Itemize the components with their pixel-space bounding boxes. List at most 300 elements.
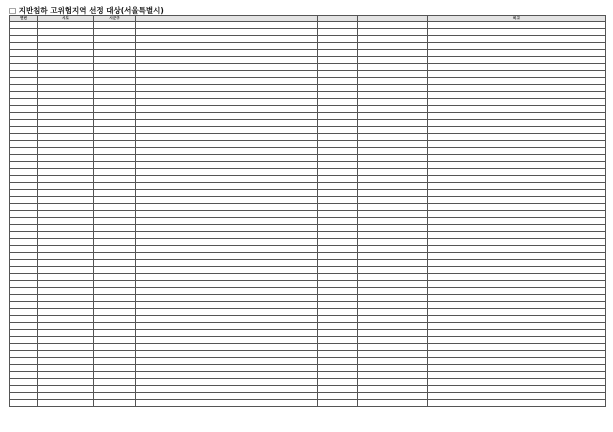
table-cell — [428, 316, 606, 323]
table-cell — [10, 99, 38, 106]
table-row — [10, 36, 606, 43]
table-cell — [38, 141, 94, 148]
table-cell — [38, 99, 94, 106]
table-cell — [318, 22, 358, 29]
table-cell — [358, 155, 428, 162]
table-cell — [358, 85, 428, 92]
table-cell — [10, 78, 38, 85]
table-cell — [358, 344, 428, 351]
table-cell — [428, 113, 606, 120]
table-cell — [136, 330, 318, 337]
table-cell — [318, 225, 358, 232]
table-cell — [38, 120, 94, 127]
table-cell — [10, 36, 38, 43]
table-cell — [136, 323, 318, 330]
table-cell — [10, 281, 38, 288]
table-cell — [38, 400, 94, 407]
table-cell — [428, 309, 606, 316]
table-cell — [358, 92, 428, 99]
table-cell — [358, 295, 428, 302]
table-cell — [10, 176, 38, 183]
table-row — [10, 190, 606, 197]
table-row — [10, 400, 606, 407]
table-cell — [358, 351, 428, 358]
table-row — [10, 351, 606, 358]
table-cell — [10, 302, 38, 309]
table-cell — [428, 120, 606, 127]
table-cell — [318, 316, 358, 323]
table-cell — [318, 190, 358, 197]
table-row — [10, 78, 606, 85]
table-cell — [10, 190, 38, 197]
table-cell — [318, 155, 358, 162]
table-cell — [38, 393, 94, 400]
table-cell — [10, 127, 38, 134]
table-row — [10, 141, 606, 148]
table-row — [10, 169, 606, 176]
table-cell — [38, 372, 94, 379]
table-cell — [94, 232, 136, 239]
table-cell — [10, 64, 38, 71]
header-cell: 비고 — [428, 16, 606, 22]
table-cell — [10, 372, 38, 379]
table-cell — [94, 50, 136, 57]
table-row — [10, 330, 606, 337]
table-cell — [358, 183, 428, 190]
table-cell — [358, 141, 428, 148]
table-cell — [10, 22, 38, 29]
table-cell — [136, 337, 318, 344]
table-cell — [136, 344, 318, 351]
table-cell — [10, 120, 38, 127]
table-cell — [10, 57, 38, 64]
table-cell — [38, 379, 94, 386]
table-cell — [136, 183, 318, 190]
table-cell — [136, 57, 318, 64]
table-row — [10, 337, 606, 344]
table-cell — [358, 260, 428, 267]
table-cell — [428, 204, 606, 211]
table-cell — [358, 148, 428, 155]
table-row — [10, 323, 606, 330]
table-row — [10, 379, 606, 386]
table-cell — [94, 393, 136, 400]
table-row — [10, 302, 606, 309]
table-cell — [10, 337, 38, 344]
table-cell — [428, 92, 606, 99]
table-cell — [38, 155, 94, 162]
table-cell — [318, 260, 358, 267]
table-cell — [136, 239, 318, 246]
table-cell — [94, 22, 136, 29]
table-cell — [428, 288, 606, 295]
page-title: □ 지반침하 고위험지역 선정 대상(서울특별시) — [9, 6, 164, 15]
table-row — [10, 85, 606, 92]
table-cell — [358, 113, 428, 120]
table-row — [10, 344, 606, 351]
table-cell — [94, 64, 136, 71]
table-cell — [136, 232, 318, 239]
table-cell — [136, 288, 318, 295]
table-cell — [318, 134, 358, 141]
table-cell — [318, 232, 358, 239]
table-cell — [136, 190, 318, 197]
table-cell — [358, 106, 428, 113]
table-cell — [318, 113, 358, 120]
table-cell — [94, 197, 136, 204]
table-cell — [318, 50, 358, 57]
table-cell — [136, 50, 318, 57]
table-cell — [428, 344, 606, 351]
table-cell — [94, 295, 136, 302]
table-cell — [358, 176, 428, 183]
table-cell — [428, 372, 606, 379]
table-cell — [136, 365, 318, 372]
table-cell — [136, 302, 318, 309]
table-cell — [38, 295, 94, 302]
table-cell — [136, 127, 318, 134]
table-cell — [94, 148, 136, 155]
table-cell — [94, 330, 136, 337]
table-cell — [136, 267, 318, 274]
table-cell — [428, 393, 606, 400]
table-cell — [428, 183, 606, 190]
table-cell — [318, 386, 358, 393]
table-cell — [38, 176, 94, 183]
table-cell — [136, 309, 318, 316]
table-cell — [94, 211, 136, 218]
table-cell — [136, 22, 318, 29]
table-cell — [94, 253, 136, 260]
table-cell — [136, 260, 318, 267]
table-cell — [318, 246, 358, 253]
table-cell — [94, 372, 136, 379]
table-cell — [94, 358, 136, 365]
table-cell — [318, 302, 358, 309]
table-row — [10, 274, 606, 281]
table-row — [10, 92, 606, 99]
table-row — [10, 29, 606, 36]
table-cell — [318, 372, 358, 379]
table-cell — [38, 232, 94, 239]
table-cell — [38, 204, 94, 211]
table-cell — [10, 309, 38, 316]
table-cell — [318, 85, 358, 92]
table-cell — [10, 239, 38, 246]
table-cell — [318, 379, 358, 386]
table-cell — [136, 393, 318, 400]
table-cell — [94, 260, 136, 267]
table-cell — [10, 225, 38, 232]
table-cell — [428, 141, 606, 148]
table-cell — [318, 64, 358, 71]
table-cell — [38, 50, 94, 57]
table-cell — [94, 176, 136, 183]
table-row — [10, 295, 606, 302]
table-cell — [10, 358, 38, 365]
table-cell — [428, 274, 606, 281]
table-row — [10, 267, 606, 274]
table-row — [10, 288, 606, 295]
table-row — [10, 316, 606, 323]
table-cell — [94, 29, 136, 36]
table-cell — [10, 43, 38, 50]
table-cell — [136, 211, 318, 218]
table-cell — [136, 120, 318, 127]
table-cell — [38, 239, 94, 246]
table-cell — [38, 253, 94, 260]
table-row — [10, 155, 606, 162]
table-cell — [358, 239, 428, 246]
table-cell — [136, 218, 318, 225]
table-row — [10, 386, 606, 393]
table-cell — [10, 400, 38, 407]
table-cell — [318, 176, 358, 183]
table-cell — [94, 351, 136, 358]
table-cell — [428, 386, 606, 393]
table-cell — [136, 169, 318, 176]
table-cell — [318, 309, 358, 316]
table-cell — [358, 43, 428, 50]
table-cell — [38, 330, 94, 337]
table-row — [10, 232, 606, 239]
table-cell — [358, 274, 428, 281]
table-cell — [94, 162, 136, 169]
header-cell: 시군구 — [94, 16, 136, 22]
table-cell — [358, 400, 428, 407]
table-cell — [94, 316, 136, 323]
table-cell — [428, 29, 606, 36]
table-cell — [358, 57, 428, 64]
table-cell — [318, 120, 358, 127]
table-cell — [94, 386, 136, 393]
table-cell — [428, 232, 606, 239]
table-row — [10, 127, 606, 134]
table-cell — [94, 302, 136, 309]
table-cell — [94, 155, 136, 162]
table-cell — [38, 183, 94, 190]
table-cell — [428, 148, 606, 155]
table-cell — [10, 134, 38, 141]
table-cell — [10, 365, 38, 372]
table-cell — [358, 302, 428, 309]
table-row — [10, 22, 606, 29]
table-row — [10, 43, 606, 50]
table-cell — [428, 155, 606, 162]
table-cell — [358, 71, 428, 78]
table-cell — [136, 358, 318, 365]
table-cell — [318, 295, 358, 302]
table-cell — [38, 246, 94, 253]
table-cell — [10, 141, 38, 148]
table-cell — [358, 358, 428, 365]
table-cell — [428, 330, 606, 337]
table-cell — [318, 351, 358, 358]
header-cell: 연번 — [10, 16, 38, 22]
table-cell — [428, 211, 606, 218]
table-cell — [358, 316, 428, 323]
table-cell — [136, 64, 318, 71]
table-cell — [428, 22, 606, 29]
table-cell — [94, 57, 136, 64]
table-cell — [358, 78, 428, 85]
table-cell — [38, 288, 94, 295]
table-cell — [10, 162, 38, 169]
table-cell — [136, 281, 318, 288]
table-cell — [428, 351, 606, 358]
table-cell — [10, 197, 38, 204]
table-cell — [136, 92, 318, 99]
table-cell — [10, 330, 38, 337]
table-cell — [318, 344, 358, 351]
table-cell — [358, 323, 428, 330]
table-cell — [94, 274, 136, 281]
table-cell — [136, 295, 318, 302]
table-cell — [318, 148, 358, 155]
table-row — [10, 71, 606, 78]
table-cell — [318, 365, 358, 372]
table-cell — [358, 36, 428, 43]
table-cell — [318, 71, 358, 78]
table-cell — [136, 134, 318, 141]
table-cell — [38, 29, 94, 36]
table-cell — [318, 141, 358, 148]
table-cell — [358, 50, 428, 57]
table-cell — [428, 239, 606, 246]
table-cell — [38, 309, 94, 316]
table-cell — [318, 288, 358, 295]
table-cell — [318, 106, 358, 113]
table-cell — [358, 204, 428, 211]
table-cell — [428, 106, 606, 113]
table-cell — [358, 120, 428, 127]
table-row — [10, 113, 606, 120]
table-cell — [318, 204, 358, 211]
table-cell — [94, 309, 136, 316]
table-cell — [136, 162, 318, 169]
header-cell: 시도 — [38, 16, 94, 22]
table-cell — [10, 169, 38, 176]
table-cell — [38, 225, 94, 232]
table-cell — [10, 351, 38, 358]
table-cell — [428, 85, 606, 92]
table-row — [10, 197, 606, 204]
table-cell — [318, 127, 358, 134]
table-cell — [94, 141, 136, 148]
table-cell — [428, 162, 606, 169]
table-cell — [10, 211, 38, 218]
table-cell — [318, 78, 358, 85]
table-cell — [10, 85, 38, 92]
table-cell — [136, 176, 318, 183]
table-cell — [94, 36, 136, 43]
table-row — [10, 393, 606, 400]
table-cell — [428, 246, 606, 253]
table-cell — [428, 400, 606, 407]
table-cell — [38, 260, 94, 267]
table-cell — [38, 386, 94, 393]
table-cell — [358, 246, 428, 253]
table-cell — [94, 218, 136, 225]
table-row — [10, 211, 606, 218]
table-cell — [38, 351, 94, 358]
table-cell — [136, 351, 318, 358]
table-cell — [38, 43, 94, 50]
table-cell — [10, 344, 38, 351]
table-cell — [358, 337, 428, 344]
table-cell — [136, 36, 318, 43]
table-cell — [428, 176, 606, 183]
table-cell — [38, 64, 94, 71]
table-cell — [38, 344, 94, 351]
table-row — [10, 281, 606, 288]
table-cell — [428, 281, 606, 288]
table-cell — [94, 92, 136, 99]
table-cell — [38, 113, 94, 120]
table-cell — [10, 218, 38, 225]
table-cell — [318, 211, 358, 218]
table-cell — [136, 29, 318, 36]
table-cell — [136, 246, 318, 253]
table-cell — [94, 225, 136, 232]
table-row — [10, 204, 606, 211]
table-cell — [358, 218, 428, 225]
table-cell — [358, 267, 428, 274]
table-cell — [136, 225, 318, 232]
table-cell — [38, 148, 94, 155]
table-cell — [136, 253, 318, 260]
table-cell — [38, 127, 94, 134]
table-cell — [10, 148, 38, 155]
table-cell — [94, 246, 136, 253]
table-cell — [358, 225, 428, 232]
table-cell — [358, 169, 428, 176]
table-row — [10, 218, 606, 225]
table-row — [10, 239, 606, 246]
table-cell — [10, 267, 38, 274]
table-cell — [94, 99, 136, 106]
table-cell — [38, 71, 94, 78]
table-cell — [10, 113, 38, 120]
table-row — [10, 358, 606, 365]
data-table — [9, 15, 606, 407]
table-cell — [94, 43, 136, 50]
table-cell — [358, 197, 428, 204]
table-cell — [428, 127, 606, 134]
table-cell — [318, 323, 358, 330]
table-cell — [94, 113, 136, 120]
table-row — [10, 183, 606, 190]
table-cell — [136, 43, 318, 50]
table-cell — [38, 302, 94, 309]
table-cell — [38, 274, 94, 281]
table-cell — [358, 127, 428, 134]
table-cell — [358, 190, 428, 197]
table-cell — [10, 379, 38, 386]
table-cell — [38, 85, 94, 92]
table-cell — [428, 253, 606, 260]
table-cell — [318, 92, 358, 99]
table-cell — [136, 316, 318, 323]
table-cell — [428, 323, 606, 330]
table-cell — [318, 169, 358, 176]
table-cell — [94, 204, 136, 211]
table-cell — [10, 386, 38, 393]
table-cell — [10, 246, 38, 253]
table-cell — [10, 295, 38, 302]
table-cell — [358, 232, 428, 239]
table-cell — [38, 190, 94, 197]
